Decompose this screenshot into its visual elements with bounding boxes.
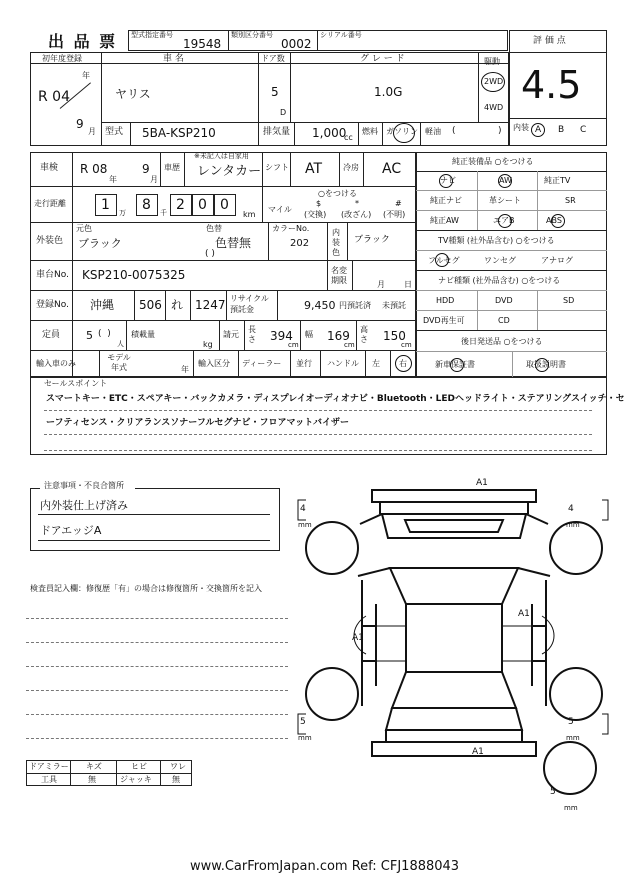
class-no-label: 類別区分番号 [231, 31, 273, 39]
fuel-diesel: 軽油 [425, 127, 441, 136]
int-color-value: ブラック [354, 235, 390, 245]
equip-leather: 革シート [489, 196, 521, 205]
type-no-value: 19548 [183, 37, 222, 51]
height-label: 高さ [360, 325, 368, 344]
tv-fullseg: フルセグ [428, 256, 460, 265]
car-name-value: ヤリス [115, 87, 151, 101]
length-value: 394 [270, 329, 293, 343]
usage-note: ※未記入は自家用 [194, 152, 249, 160]
width-value: 169 [327, 329, 350, 343]
first-reg-era: R 04 [38, 89, 70, 105]
legend-h4: ワレ [170, 762, 186, 771]
ext-color-label: 外装色 [36, 236, 64, 246]
cooling-value: AC [382, 161, 402, 177]
later-manual: 取扱説明書 [526, 360, 566, 369]
repaint-value: 色替無 [215, 236, 252, 250]
model-value: 5BA-KSP210 [142, 126, 216, 140]
tread-rr: 5 [568, 717, 574, 727]
shift-label: シフト [265, 163, 289, 172]
cooling-label: 冷房 [343, 163, 359, 172]
model-year-label: モデル年式 [107, 353, 131, 372]
recycle-unpaid: 未預託 [382, 301, 406, 310]
later-shipment-label: 後日発送品 ○をつける [461, 337, 543, 346]
nav-dvd: DVD [495, 296, 513, 305]
legend-h2: キズ [86, 762, 102, 771]
nav-cd: CD [498, 316, 510, 325]
equip-abs: ABS [546, 216, 562, 225]
interior-b: B [558, 125, 565, 135]
fuel-gasoline: ガソリン [386, 127, 418, 136]
diagram-right-mark: A1 [518, 609, 530, 619]
doors-value: 5 [271, 85, 279, 99]
equip-oem-navi: 純正ナビ [430, 196, 462, 205]
nav-type-label: ナビ種類 (社外品含む) ○をつける [438, 276, 561, 285]
import-label: 輸入車のみ [36, 359, 76, 368]
diagram-front-mark: A1 [476, 478, 488, 488]
later-warranty: 新車保証書 [435, 360, 475, 369]
grade-label: グ レ ー ド [360, 54, 405, 64]
load-label: 積載量 [131, 330, 155, 339]
inspection-era: R 08 [80, 162, 108, 176]
equip-navi: ナビ [440, 176, 456, 185]
interior-label: 内装 [513, 123, 529, 132]
size-label: 請元 [223, 330, 239, 339]
height-value: 150 [383, 329, 406, 343]
meter-exchanged: (交換) [304, 210, 327, 219]
equip-oem-aw: 純正AW [430, 216, 459, 225]
legend-v1: 工具 [41, 775, 57, 784]
displacement-value: 1,000 [312, 126, 347, 140]
notes-line2: ドアエッジA [40, 524, 102, 537]
tv-analog: アナログ [541, 256, 573, 265]
drive-label: 駆動 [484, 57, 500, 66]
meter-tampered: (改ざん) [341, 210, 372, 219]
tread-fr: 4 [568, 504, 574, 514]
interior-a: A [535, 125, 542, 135]
equip-aw: AW [499, 176, 512, 185]
legend-v4: 無 [172, 775, 180, 784]
drive-2wd: 2WD [484, 77, 504, 86]
mileage-d5: 0 [220, 197, 229, 213]
registration-num: 1247 [195, 298, 226, 312]
capacity-label: 定員 [42, 330, 61, 340]
first-reg-label: 初年度登録 [42, 54, 82, 63]
tread-rl: 5 [300, 717, 306, 727]
legend-h1: ドアミラー [29, 762, 69, 771]
grade-value: 1.0G [374, 85, 403, 99]
equipment-label: 純正装備品 ○をつける [452, 157, 534, 166]
chassis-label: 車台No. [36, 270, 69, 280]
import-dealer: ディーラー [242, 359, 282, 368]
serial-label: シリアル番号 [320, 31, 362, 39]
width-label: 幅 [305, 330, 313, 339]
registration-pref: 沖縄 [90, 298, 115, 312]
tv-type-label: TV種類 (社外品含む) ○をつける [438, 236, 555, 245]
sales-point-box [30, 377, 607, 455]
car-name-label: 車 名 [163, 54, 184, 64]
mileage-label: 走行距離 [34, 199, 66, 208]
model-label: 型式 [105, 127, 124, 137]
doors-label: ドア数 [261, 54, 285, 63]
first-reg-month: 9 [76, 117, 84, 131]
nav-hdd: HDD [436, 296, 455, 305]
registration-kana: れ [171, 298, 184, 312]
inspection-label: 車検 [40, 163, 59, 173]
legend-v2: 無 [88, 775, 96, 784]
inspection-month: 9 [142, 162, 150, 176]
nav-sd: SD [563, 296, 575, 305]
car-damage-diagram [290, 476, 610, 806]
diagram-rear-mark: A1 [472, 747, 484, 757]
import-parallel: 並行 [296, 359, 312, 368]
sales-point-line1: スマートキー・ETC・スペアキー・バックカメラ・ディスプレイオーディオナビ・Bluetooth・LEDヘッドライト・ステアリングスイッチ・セ [46, 394, 625, 404]
registration-label: 登録No. [36, 300, 69, 310]
import-category-label: 輸入区分 [198, 359, 230, 368]
notes-line1: 内外装仕上げ済み [40, 499, 128, 512]
mileage-d3: 2 [176, 197, 185, 213]
sheet-title: 出 品 票 [48, 32, 118, 51]
grade-score-label: 評 価 点 [533, 36, 566, 46]
color-no-value: 202 [290, 238, 310, 249]
capacity-value: 5 [86, 329, 93, 342]
sales-point-label: セールスポイント [44, 379, 108, 388]
tv-oneseg: ワンセグ [484, 256, 516, 265]
usage-value: レンタカー [197, 164, 262, 179]
meter-unknown: (不明) [383, 210, 406, 219]
interior-c: C [580, 125, 587, 135]
spare-tread: 5 [550, 787, 556, 797]
handle-left: 左 [372, 359, 380, 368]
equip-sr: SR [565, 196, 576, 205]
class-no-value: 0002 [281, 37, 312, 51]
footer-reference: www.CarFromJapan.com Ref: CFJ1888043 [190, 859, 460, 874]
usage-label: 車歴 [164, 163, 180, 172]
recycle-label: リサイクル預託金 [230, 294, 269, 314]
length-label: 長さ [248, 325, 256, 344]
int-color-label: 内装色 [332, 228, 340, 257]
meter-mile: マイル [268, 205, 292, 214]
recycle-value: 9,450 [304, 299, 336, 312]
ext-color-value: ブラック [78, 237, 122, 250]
equip-tv: 純正TV [544, 176, 571, 185]
diagram-left-mark: A1 [352, 633, 364, 643]
fuel-label: 燃料 [362, 127, 378, 136]
grade-score-value: 4.5 [521, 63, 582, 107]
registration-class: 506 [139, 298, 162, 312]
mileage-d2: 8 [142, 197, 151, 213]
name-change-label: 名変期限 [331, 266, 347, 285]
meter-circle-note: ○をつける [318, 189, 357, 198]
handle-right: 右 [399, 359, 407, 368]
color-no-label: カラーNo. [272, 224, 310, 233]
type-no-label: 型式指定番号 [131, 31, 173, 39]
displacement-label: 排気量 [263, 127, 291, 137]
legend-v3: ジャッキ [120, 775, 152, 784]
mileage-d1: 1 [101, 197, 110, 213]
legend-h3: ヒビ [131, 762, 147, 771]
mileage-d4: 0 [198, 197, 207, 213]
shift-value: AT [305, 161, 323, 177]
tread-fl: 4 [300, 504, 306, 514]
notes-label: 注意事項・不良合箇所 [44, 481, 124, 490]
inspector-label: 検査員記入欄：修復歴「有」の場合は修復箇所・交換箇所を記入 [30, 584, 262, 593]
chassis-value: KSP210-0075325 [82, 268, 186, 282]
equip-airbag: エアB [493, 216, 515, 225]
drive-4wd: 4WD [484, 103, 504, 112]
nav-dvd-playback: DVD再生可 [423, 316, 465, 325]
handle-label: ハンドル [327, 359, 359, 368]
sales-point-line2: ーフティセンス・クリアランスソナーフルセグナビ・フロアマットバイザー [46, 418, 349, 428]
